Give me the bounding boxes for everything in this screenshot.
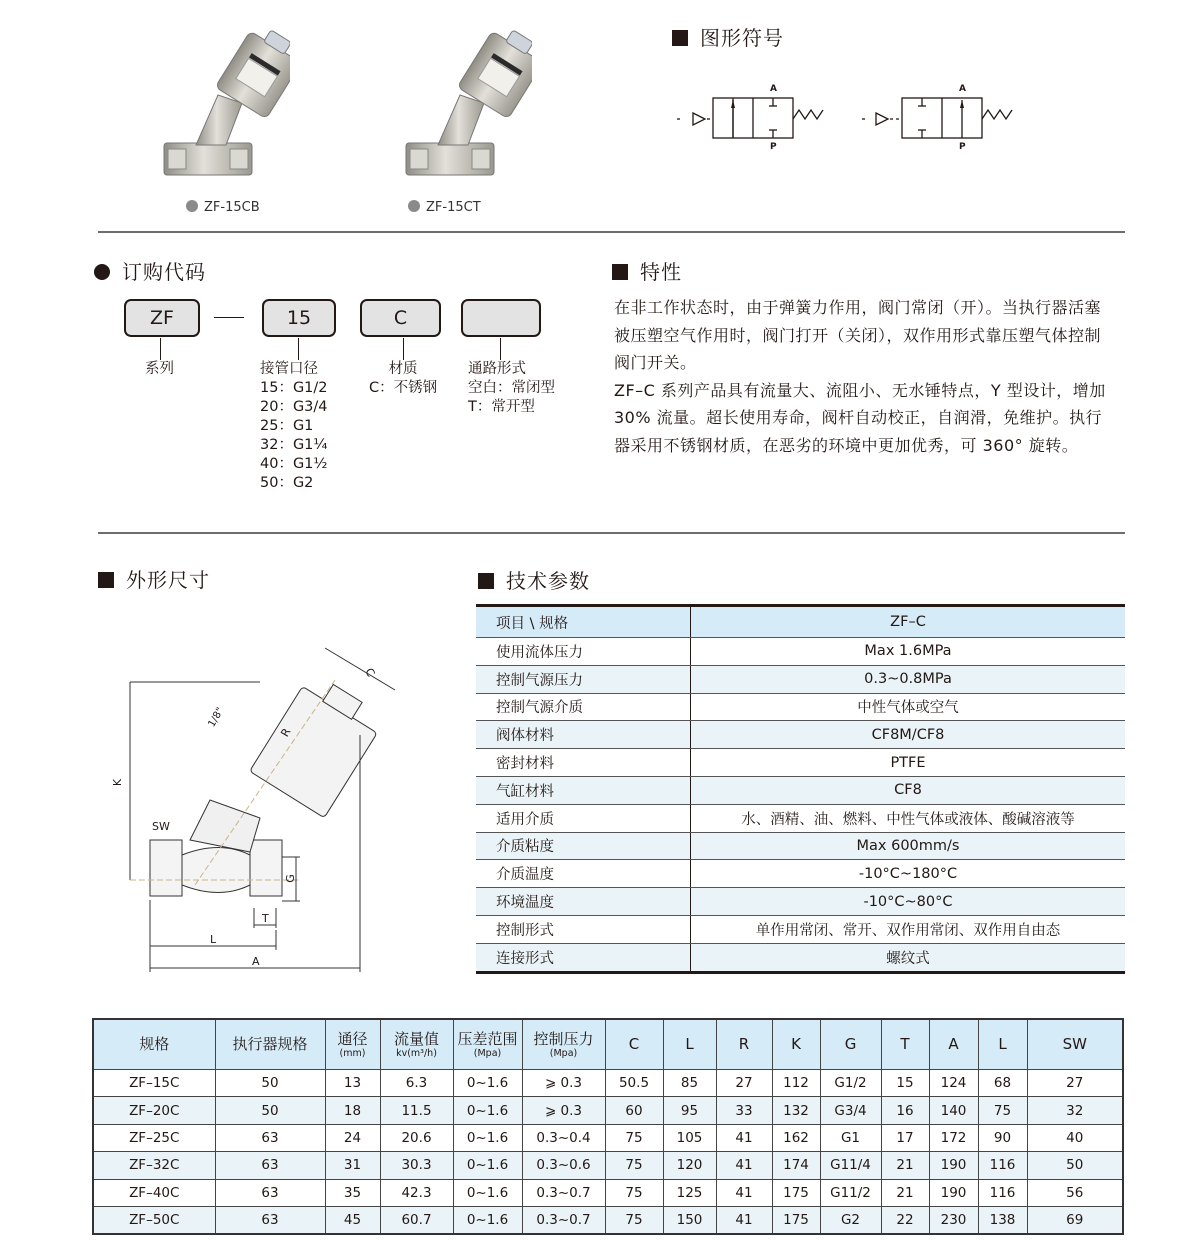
header-unit: kv(m³/h) bbox=[396, 1047, 437, 1059]
table-cell: 15 bbox=[881, 1070, 929, 1097]
table-header-cell: ZF–C bbox=[691, 606, 1126, 638]
table-cell: 0~1.6 bbox=[453, 1124, 522, 1151]
table-cell: 18 bbox=[325, 1097, 380, 1124]
section-title-tech-params: 技术参数 bbox=[478, 565, 590, 594]
header-label: C bbox=[628, 1035, 640, 1053]
table-cell: ZF–25C bbox=[93, 1124, 215, 1151]
table-row bbox=[93, 1097, 1123, 1124]
section-divider bbox=[98, 532, 1125, 534]
order-code-box-series: ZF bbox=[124, 299, 200, 337]
table-cell: 175 bbox=[772, 1179, 820, 1206]
table-cell: 63 bbox=[215, 1152, 325, 1179]
section-title-order-code: 订购代码 bbox=[94, 256, 206, 285]
header-label: 通径 bbox=[337, 1029, 368, 1048]
section-title-symbols: 图形符号 bbox=[672, 22, 784, 51]
table-header-cell bbox=[522, 1019, 605, 1070]
order-label-material: 材质 C：不锈钢 bbox=[369, 361, 438, 396]
table-cell: 85 bbox=[663, 1070, 716, 1097]
table-cell: 175 bbox=[772, 1206, 820, 1234]
table-cell: 95 bbox=[663, 1097, 716, 1124]
table-header-cell bbox=[325, 1019, 380, 1070]
table-cell: 41 bbox=[716, 1124, 772, 1151]
valve-symbol-normally-closed bbox=[860, 80, 1025, 160]
table-header-cell: 项目 \ 规格 bbox=[476, 606, 691, 638]
table-cell: 45 bbox=[325, 1206, 380, 1234]
bullet-dot-icon bbox=[186, 200, 198, 212]
table-cell: 140 bbox=[929, 1097, 978, 1124]
spec-table bbox=[92, 1018, 1124, 1235]
header-label: L bbox=[998, 1035, 1007, 1053]
table-cell: 138 bbox=[978, 1206, 1027, 1234]
table-cell: 90 bbox=[978, 1124, 1027, 1151]
table-cell: 75 bbox=[605, 1152, 663, 1179]
header-unit: (mm) bbox=[339, 1047, 366, 1059]
circle-bullet-icon bbox=[94, 264, 110, 280]
features-paragraph: ZF–C 系列产品具有流量大、流阻小、无水锤特点，Y 型设计，增加 30% 流量。超长使用寿命，阀杆自动校正，自润滑，免维护。执行器采用不锈钢材质，在恶劣的环境中更加优秀，可 360° 旋转。 bbox=[614, 380, 1106, 455]
table-cell: 75 bbox=[605, 1124, 663, 1151]
table-cell: ZF–50C bbox=[93, 1206, 215, 1234]
product-photo-zf-15cb bbox=[160, 25, 290, 185]
connector-line bbox=[298, 338, 299, 360]
order-label-size: 接管口径 15：G1/2 20：G3/4 25：G1 32：G1¼ 40：G1½ 50：G2 bbox=[260, 361, 328, 491]
table-row bbox=[93, 1070, 1123, 1097]
table-cell: 24 bbox=[325, 1124, 380, 1151]
bullet-dot-icon bbox=[408, 200, 420, 212]
table-cell: 0~1.6 bbox=[453, 1070, 522, 1097]
table-header-cell bbox=[663, 1019, 716, 1070]
table-cell: 174 bbox=[772, 1152, 820, 1179]
table-cell: 190 bbox=[929, 1152, 978, 1179]
table-header-cell bbox=[772, 1019, 820, 1070]
table-cell: 41 bbox=[716, 1179, 772, 1206]
table-cell: 27 bbox=[716, 1070, 772, 1097]
table-cell: 56 bbox=[1027, 1179, 1123, 1206]
table-cell: 11.5 bbox=[380, 1097, 453, 1124]
table-cell: 20.6 bbox=[380, 1124, 453, 1151]
order-label-series: 系列 bbox=[145, 361, 174, 377]
connector-line bbox=[500, 338, 501, 360]
dim-label-r: R bbox=[278, 725, 294, 740]
table-cell: 63 bbox=[215, 1206, 325, 1234]
table-cell: 75 bbox=[605, 1179, 663, 1206]
table-cell: 17 bbox=[881, 1124, 929, 1151]
square-bullet-icon bbox=[612, 264, 628, 280]
square-bullet-icon bbox=[98, 572, 114, 588]
order-code-box-material: C bbox=[360, 299, 441, 337]
table-cell: 105 bbox=[663, 1124, 716, 1151]
table-header-row bbox=[93, 1019, 1123, 1070]
table-cell: 50.5 bbox=[605, 1070, 663, 1097]
table-row: 控制气源压力 0.3~0.8MPa bbox=[476, 665, 1125, 693]
table-cell: 125 bbox=[663, 1179, 716, 1206]
table-row bbox=[93, 1152, 1123, 1179]
table-cell: 13 bbox=[325, 1070, 380, 1097]
table-header-cell bbox=[1027, 1019, 1123, 1070]
header-label: 规格 bbox=[139, 1035, 170, 1053]
table-row: 使用流体压力 Max 1.6MPa bbox=[476, 638, 1125, 666]
table-cell: 50 bbox=[215, 1070, 325, 1097]
table-header-cell bbox=[929, 1019, 978, 1070]
table-row bbox=[93, 1179, 1123, 1206]
table-cell: 68 bbox=[978, 1070, 1027, 1097]
dim-label-a: A bbox=[252, 955, 260, 968]
table-cell: 30.3 bbox=[380, 1152, 453, 1179]
table-cell: 162 bbox=[772, 1124, 820, 1151]
table-row: 气缸材料 CF8 bbox=[476, 776, 1125, 804]
header-label: G bbox=[844, 1035, 857, 1053]
header-label: L bbox=[685, 1035, 694, 1053]
table-cell: 60 bbox=[605, 1097, 663, 1124]
table-row: 环境温度 -10°C~80°C bbox=[476, 888, 1125, 916]
table-header-cell bbox=[380, 1019, 453, 1070]
table-cell: G1 bbox=[820, 1124, 881, 1151]
square-bullet-icon bbox=[478, 573, 494, 589]
valve-symbol-normally-open bbox=[675, 80, 840, 160]
header-unit: (Mpa) bbox=[473, 1047, 502, 1059]
dim-label-angle: 1/8" bbox=[206, 705, 227, 730]
table-row: 连接形式 螺纹式 bbox=[476, 943, 1125, 972]
dim-label-g: G bbox=[283, 874, 297, 883]
port-label-a: A bbox=[770, 84, 777, 94]
table-header-cell bbox=[881, 1019, 929, 1070]
table-cell: 150 bbox=[663, 1206, 716, 1234]
table-cell: G1/2 bbox=[820, 1070, 881, 1097]
table-header-cell bbox=[215, 1019, 325, 1070]
table-cell: ⩾ 0.3 bbox=[522, 1097, 605, 1124]
dim-label-sw: SW bbox=[152, 820, 170, 833]
table-cell: G2 bbox=[820, 1206, 881, 1234]
table-cell: G11/2 bbox=[820, 1179, 881, 1206]
header-label: 压差范围 bbox=[457, 1029, 518, 1048]
table-cell: G3/4 bbox=[820, 1097, 881, 1124]
table-cell: 112 bbox=[772, 1070, 820, 1097]
header-label: K bbox=[791, 1035, 801, 1053]
table-cell: ZF–15C bbox=[93, 1070, 215, 1097]
table-row: 密封材料 PTFE bbox=[476, 749, 1125, 777]
table-cell: 50 bbox=[1027, 1152, 1123, 1179]
header-label: SW bbox=[1062, 1035, 1087, 1053]
tech-params-table bbox=[476, 604, 1125, 974]
table-header-cell bbox=[820, 1019, 881, 1070]
table-cell: 0.3~0.7 bbox=[522, 1179, 605, 1206]
order-code-box-flow-type bbox=[461, 299, 541, 337]
dim-label-k: K bbox=[111, 778, 125, 787]
table-cell: 116 bbox=[978, 1152, 1027, 1179]
features-text bbox=[614, 294, 1109, 459]
table-cell: 33 bbox=[716, 1097, 772, 1124]
table-cell: 21 bbox=[881, 1179, 929, 1206]
table-cell: 0~1.6 bbox=[453, 1179, 522, 1206]
table-row: 控制形式 单作用常闭、常开、双作用常闭、双作用自由态 bbox=[476, 915, 1125, 943]
table-cell: 172 bbox=[929, 1124, 978, 1151]
order-label-flow-type: 通路形式 空白：常闭型 T：常开型 bbox=[468, 361, 555, 415]
table-cell: 75 bbox=[605, 1206, 663, 1234]
table-cell: 22 bbox=[881, 1206, 929, 1234]
table-cell: ⩾ 0.3 bbox=[522, 1070, 605, 1097]
square-bullet-icon bbox=[672, 30, 688, 46]
table-cell: 0.3~0.7 bbox=[522, 1206, 605, 1234]
section-title-dimensions: 外形尺寸 bbox=[98, 564, 210, 593]
section-title-features: 特性 bbox=[612, 256, 682, 285]
table-header-cell bbox=[453, 1019, 522, 1070]
table-cell: 42.3 bbox=[380, 1179, 453, 1206]
table-cell: 0.3~0.4 bbox=[522, 1124, 605, 1151]
table-cell: 190 bbox=[929, 1179, 978, 1206]
table-cell: 0~1.6 bbox=[453, 1152, 522, 1179]
table-cell: 41 bbox=[716, 1206, 772, 1234]
header-label: T bbox=[900, 1035, 910, 1053]
product-caption: ZF-15CB bbox=[186, 200, 260, 215]
table-cell: 63 bbox=[215, 1124, 325, 1151]
table-cell: 230 bbox=[929, 1206, 978, 1234]
table-header-cell bbox=[716, 1019, 772, 1070]
product-caption: ZF-15CT bbox=[408, 200, 481, 215]
table-header-row bbox=[476, 606, 1125, 638]
port-label-p: P bbox=[770, 142, 777, 152]
connector-line bbox=[403, 338, 404, 360]
table-cell: 16 bbox=[881, 1097, 929, 1124]
dim-label-c: C bbox=[362, 665, 378, 680]
header-label: A bbox=[948, 1035, 959, 1053]
table-cell: 0~1.6 bbox=[453, 1206, 522, 1234]
table-cell: 120 bbox=[663, 1152, 716, 1179]
table-row bbox=[93, 1206, 1123, 1234]
table-cell: 27 bbox=[1027, 1070, 1123, 1097]
table-cell: 31 bbox=[325, 1152, 380, 1179]
table-row: 阀体材料 CF8M/CF8 bbox=[476, 721, 1125, 749]
features-paragraph: 在非工作状态时，由于弹簧力作用，阀门常闭（开）。当执行器活塞被压塑空气作用时，阀门打开（关闭），双作用形式靠压塑气体控制阀门开关。 bbox=[614, 298, 1102, 372]
table-cell: 6.3 bbox=[380, 1070, 453, 1097]
dim-label-l: L bbox=[210, 933, 217, 946]
connector-line bbox=[160, 338, 161, 360]
table-cell: 69 bbox=[1027, 1206, 1123, 1234]
section-divider bbox=[98, 231, 1125, 233]
table-cell: G11/4 bbox=[820, 1152, 881, 1179]
table-row: 适用介质 水、酒精、油、燃料、中性气体或液体、酸碱溶液等 bbox=[476, 804, 1125, 832]
table-cell: ZF–32C bbox=[93, 1152, 215, 1179]
table-cell: 63 bbox=[215, 1179, 325, 1206]
table-cell: 116 bbox=[978, 1179, 1027, 1206]
table-header-cell bbox=[93, 1019, 215, 1070]
dim-label-t: T bbox=[262, 912, 269, 925]
table-row bbox=[93, 1124, 1123, 1151]
table-cell: 32 bbox=[1027, 1097, 1123, 1124]
header-label: R bbox=[738, 1035, 750, 1053]
header-unit: (Mpa) bbox=[549, 1047, 578, 1059]
product-photo-zf-15ct bbox=[402, 25, 532, 185]
table-header-cell bbox=[605, 1019, 663, 1070]
port-label-a: A bbox=[959, 84, 966, 94]
table-cell: 75 bbox=[978, 1097, 1027, 1124]
table-row: 介质温度 -10°C~180°C bbox=[476, 860, 1125, 888]
table-cell: 60.7 bbox=[380, 1206, 453, 1234]
header-label: 控制压力 bbox=[533, 1029, 594, 1048]
table-header-cell bbox=[978, 1019, 1027, 1070]
code-dash bbox=[214, 317, 244, 318]
dimension-drawing bbox=[110, 640, 410, 980]
header-label: 流量值 bbox=[393, 1029, 439, 1048]
table-row: 介质粘度 Max 600mm/s bbox=[476, 832, 1125, 860]
table-cell: 50 bbox=[215, 1097, 325, 1124]
table-cell: 41 bbox=[716, 1152, 772, 1179]
header-label: 执行器规格 bbox=[232, 1035, 308, 1053]
table-cell: ZF–20C bbox=[93, 1097, 215, 1124]
table-cell: 21 bbox=[881, 1152, 929, 1179]
table-cell: 40 bbox=[1027, 1124, 1123, 1151]
table-cell: 0~1.6 bbox=[453, 1097, 522, 1124]
table-cell: 0.3~0.6 bbox=[522, 1152, 605, 1179]
table-cell: 124 bbox=[929, 1070, 978, 1097]
port-label-p: P bbox=[959, 142, 966, 152]
table-cell: 132 bbox=[772, 1097, 820, 1124]
table-cell: 35 bbox=[325, 1179, 380, 1206]
table-cell: ZF–40C bbox=[93, 1179, 215, 1206]
order-code-box-size: 15 bbox=[262, 299, 336, 337]
table-row: 控制气源介质 中性气体或空气 bbox=[476, 693, 1125, 721]
